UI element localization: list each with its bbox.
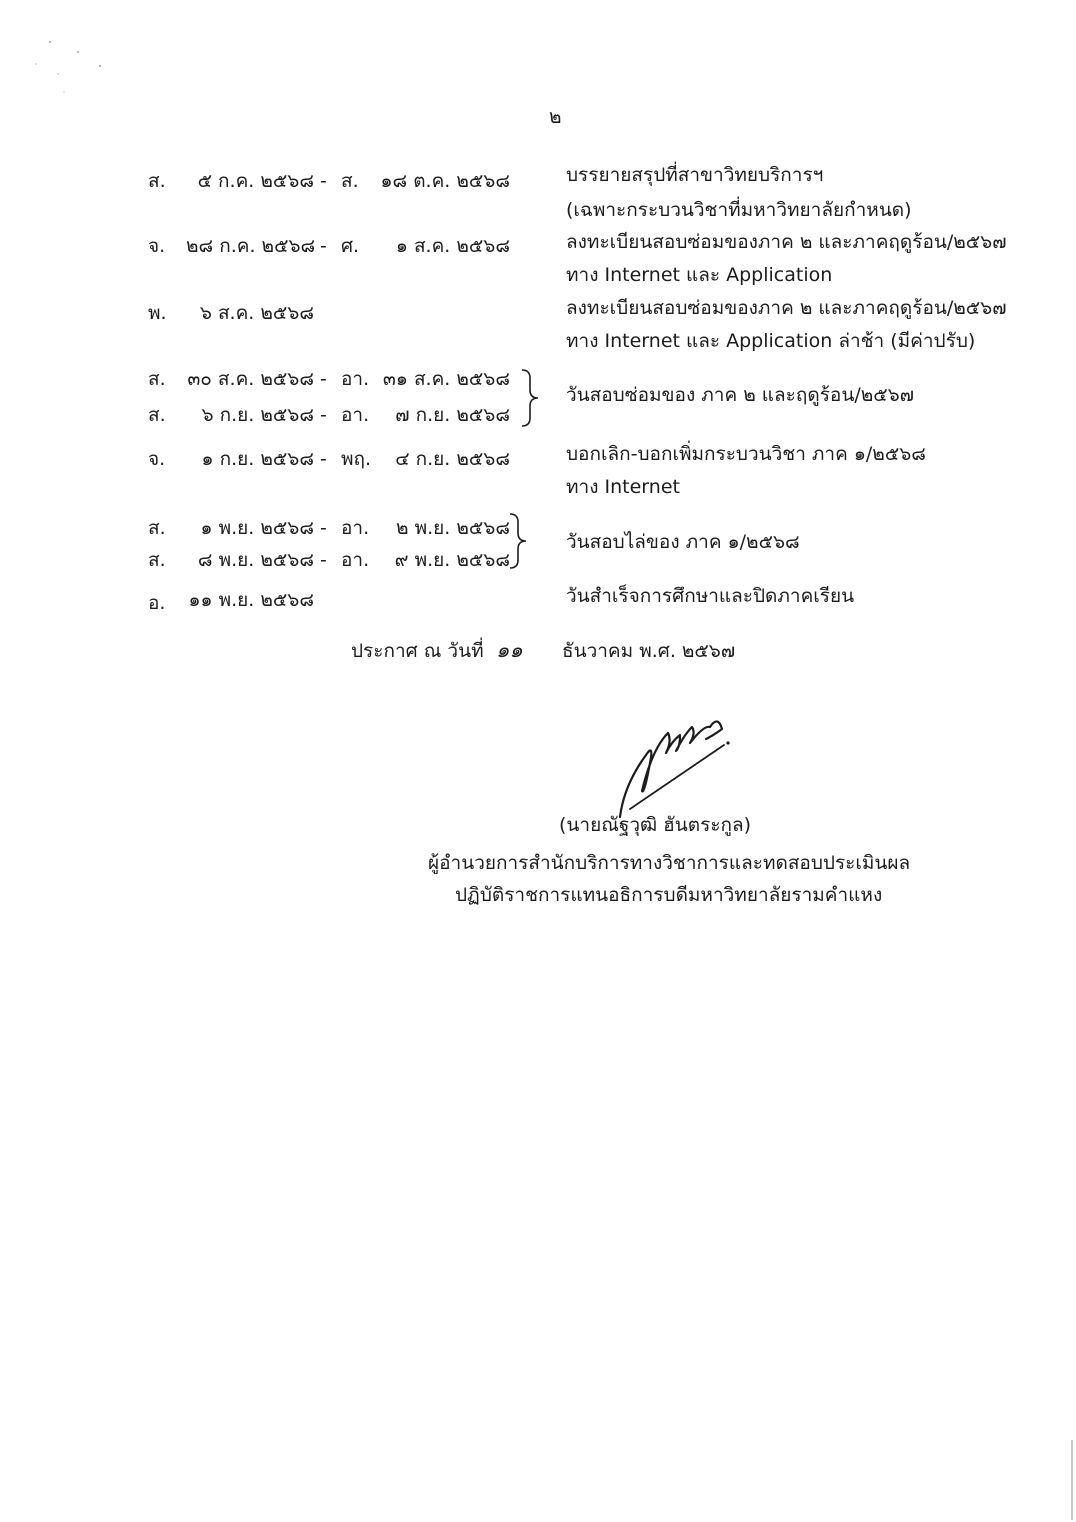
end-day: อา. (341, 404, 370, 426)
start-day: จ. (148, 235, 166, 257)
start-date: ๘ พ.ย. ๒๕๖๘ (197, 549, 314, 571)
row-description: ลงทะเบียนสอบซ่อมของภาค ๒ และภาคฤดูร้อน/๒๕๖๗ (566, 231, 1007, 253)
start-day: ส. (148, 404, 166, 426)
announcement-prefix: ประกาศ ณ วันที่ (351, 640, 484, 662)
date-dash: - (320, 517, 327, 539)
start-date: ๕ ก.ค. ๒๕๖๘ (197, 170, 314, 192)
signatory-name: (นายณัฐวุฒิ ฮันตระกูล) (559, 814, 752, 836)
start-date: ๑ ก.ย. ๒๕๖๘ (201, 448, 314, 470)
end-date: ๗ ก.ย. ๒๕๖๘ (395, 404, 510, 426)
end-day: อา. (341, 549, 370, 571)
start-date: ๑ พ.ย. ๒๕๖๘ (200, 517, 314, 539)
start-day: ส. (148, 549, 166, 571)
announcement-date: ธันวาคม พ.ศ. ๒๕๖๗ (562, 640, 736, 662)
start-date: ๖ ส.ค. ๒๕๖๘ (199, 302, 314, 324)
row-description: ทาง Internet และ Application ล่าช้า (มีค่าปรับ) (566, 330, 976, 352)
start-date: ๖ ก.ย. ๒๕๖๘ (201, 404, 314, 426)
row-description: วันสำเร็จการศึกษาและปิดภาคเรียน (566, 585, 855, 607)
end-day: อา. (341, 517, 370, 539)
end-date: ๒ พ.ย. ๒๕๖๘ (396, 517, 510, 539)
start-date: ๒๘ ก.ค. ๒๕๖๘ (186, 235, 316, 257)
scan-specks (28, 34, 118, 104)
row-description: ลงทะเบียนสอบซ่อมของภาค ๒ และภาคฤดูร้อน/๒๕๖๗ (566, 297, 1007, 319)
scan-edge-line (1071, 1440, 1073, 1520)
row-description: ทาง Internet และ Application (566, 264, 833, 286)
end-date: ๓๑ ส.ค. ๒๕๖๘ (382, 368, 510, 390)
announcement-day: ๑๑ (496, 638, 523, 662)
start-day: จ. (148, 448, 166, 470)
date-dash: - (320, 170, 327, 192)
start-day: พ. (148, 302, 167, 324)
end-day: ส. (341, 170, 359, 192)
row-description: บอกเลิก-บอกเพิ่มกระบวนวิชา ภาค ๑/๒๕๖๘ (566, 443, 926, 465)
signatory-title-acting: ปฏิบัติราชการแทนอธิการบดีมหาวิทยาลัยรามคำแหง (455, 884, 883, 906)
group-label: วันสอบซ่อมของ ภาค ๒ และฤดูร้อน/๒๕๖๗ (566, 384, 914, 406)
start-date: ๑๑ พ.ย. ๒๕๖๘ (188, 589, 314, 611)
signature (610, 705, 740, 820)
start-day: ส. (148, 170, 166, 192)
start-day: ส. (148, 517, 166, 539)
group-label: วันสอบไล่ของ ภาค ๑/๒๕๖๘ (566, 531, 800, 553)
end-date: ๑๘ ต.ค. ๒๕๖๘ (380, 170, 510, 192)
date-dash: - (320, 368, 327, 390)
end-date: ๔ ก.ย. ๒๕๖๘ (395, 448, 510, 470)
end-day: อา. (341, 368, 370, 390)
start-day: อ. (148, 592, 166, 614)
signatory-title: ผู้อำนวยการสำนักบริการทางวิชาการและทดสอบประเมินผล (428, 852, 911, 874)
right-brace (520, 368, 542, 428)
end-date: ๑ ส.ค. ๒๕๖๘ (395, 235, 510, 257)
date-dash: - (320, 235, 327, 257)
row-description: (เฉพาะกระบวนวิชาที่มหาวิทยาลัยกำหนด) (566, 199, 912, 221)
date-dash: - (320, 549, 327, 571)
start-date: ๓๐ ส.ค. ๒๕๖๘ (187, 368, 314, 390)
right-brace (508, 512, 530, 570)
date-dash: - (320, 404, 327, 426)
page-number: ๒ (549, 106, 562, 128)
row-description: บรรยายสรุปที่สาขาวิทยบริการฯ (566, 164, 824, 186)
end-date: ๙ พ.ย. ๒๕๖๘ (394, 549, 510, 571)
date-dash: - (320, 448, 327, 470)
start-day: ส. (148, 368, 166, 390)
row-description: ทาง Internet (566, 476, 680, 498)
end-day: ศ. (341, 235, 360, 257)
end-day: พฤ. (341, 448, 372, 470)
